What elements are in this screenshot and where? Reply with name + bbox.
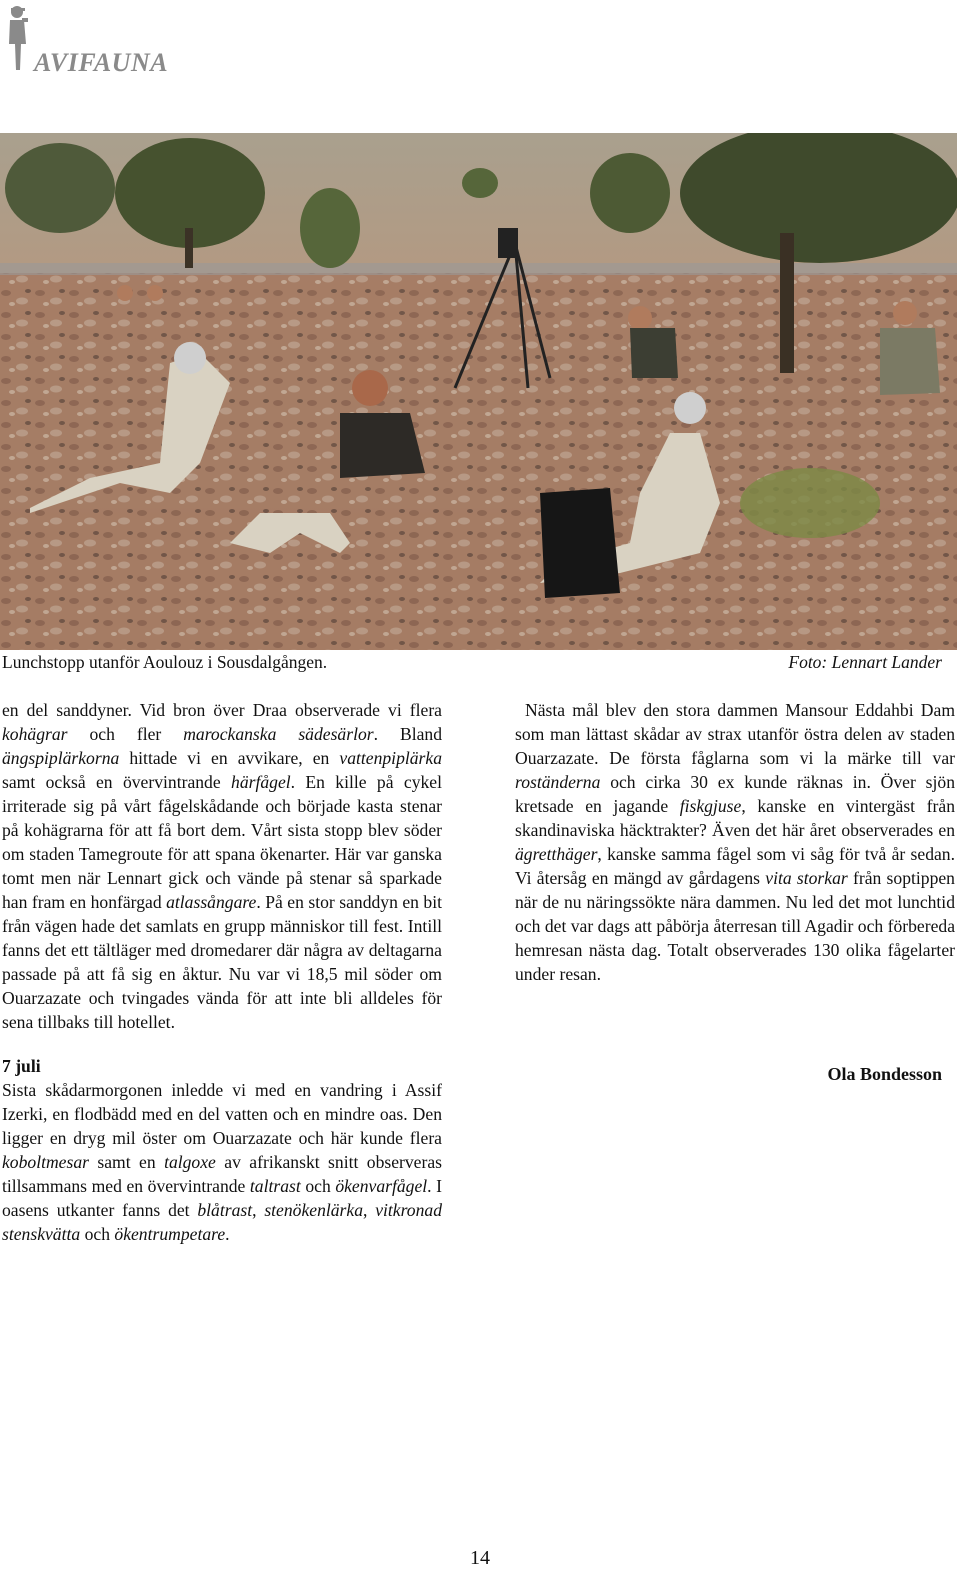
author-signature: Ola Bondesson	[827, 1064, 942, 1084]
species-name: atlassångare	[166, 892, 257, 912]
section-heading-7-juli: 7 juli	[2, 1056, 41, 1076]
text-run: samt en	[88, 1152, 165, 1172]
avifauna-logo	[4, 4, 204, 76]
text-run: och cirka 30 ex kunde räknas in. Över sjön kretsade en jagande	[515, 772, 955, 816]
page-number: 14	[470, 1547, 490, 1569]
lunch-stop-photo	[0, 133, 957, 650]
photo-credit: Foto: Lennart Lander	[788, 652, 942, 672]
text-run: samt också en övervintrande	[2, 772, 232, 792]
text-run: och	[80, 1224, 115, 1244]
text-run: Sista skådarmorgonen inledde vi med en vandring i Assif Izerki, en flodbädd med en del vatten och en mindre oas. Den ligger en dryg mil öster om Ouarzazate och här kunde flera	[2, 1080, 442, 1148]
text-run: .	[225, 1224, 230, 1244]
text-run: ,	[252, 1200, 265, 1220]
text-run: Nästa mål blev den stora dammen Mansour Eddahbi Dam som man lättast skådar av strax utanför östra delen av staden Ouarzazate. De första fåglarna som vi la märke till var	[515, 700, 955, 768]
species-name: ökenvarfågel	[335, 1176, 428, 1196]
left-column	[2, 698, 442, 1246]
species-name: talgoxe	[164, 1152, 216, 1172]
right-column	[515, 698, 955, 986]
text-run: av afrikanskt snitt observeras tillsammans med en övervintrande	[2, 1152, 442, 1196]
species-name: härfågel	[231, 772, 291, 792]
text-run: och fler	[67, 724, 184, 744]
text-run: och	[300, 1176, 336, 1196]
species-name: koboltmesar	[2, 1152, 89, 1172]
text-run: . Bland	[373, 724, 443, 744]
left-paragraph-1	[2, 698, 442, 1034]
text-run: , kanske samma fågel som vi såg för två år sedan. Vi återsåg en mängd av gårdagens	[515, 844, 955, 888]
species-name: roständerna	[515, 772, 601, 792]
species-name: fiskgjuse	[679, 796, 742, 816]
right-paragraph-1	[515, 698, 955, 986]
species-name: vattenpiplärka	[339, 748, 442, 768]
species-name: stenökenlärka	[264, 1200, 364, 1220]
species-name: marockanska sädesärlor	[183, 724, 374, 744]
species-name: ängspiplärkorna	[2, 748, 120, 768]
text-run: från soptippen när de nu näringssökte nära dammen. Nu led det mot lunchtid och det var dags att påbörja återresan till Agadir och förbereda hemresan nästa dag. Totalt observerades 130 olika fågelarter under resan.	[515, 868, 955, 984]
species-name: taltrast	[249, 1176, 301, 1196]
text-run: hittade vi en avvikare, en	[119, 748, 340, 768]
species-name: blåtrast	[197, 1200, 253, 1220]
text-run: ,	[363, 1200, 376, 1220]
photo-caption: Lunchstopp utanför Aoulouz i Sousdalgången.	[2, 652, 328, 672]
text-run: . I oasens utkanter fanns det	[2, 1176, 443, 1220]
species-name: ägretthäger	[515, 844, 598, 864]
species-name: kohägrar	[2, 724, 68, 744]
text-run: . På en stor sanddyn en bit från vägen hade det samlats en grupp människor till fest. Intill fanns det ett tältläger med dromedarer där några av deltagarna passade på att få sig en åktur. Nu var vi 18,5 mil söder om Ouarzazate och tvingades vända för att inte bli alldeles för sena tillbaks till hotellet.	[2, 892, 442, 1032]
logo-text: AVIFAUNA	[34, 48, 169, 77]
text-run: , kanske en vintergäst från skandinaviska häcktrakter? Även det här året observerades en	[515, 796, 955, 840]
species-name: vita storkar	[765, 868, 848, 888]
species-name: ökentrumpetare	[114, 1224, 226, 1244]
species-name: vitkronad stenskvätta	[2, 1200, 442, 1244]
text-run: . En kille på cykel irriterade sig på vårt fågelskådande och började kasta stenar på kohägrarna för att få bort dem. Vårt sista stopp blev söder om staden Tamegroute för att spana ökenarter. Här var ganska tomt men när Lennart gick och vände på stenar så sparkade han fram en honfärgad	[2, 772, 442, 912]
text-run: en del sanddyner. Vid bron över Draa observerade vi flera	[2, 700, 442, 720]
left-paragraph-2	[2, 1078, 442, 1246]
birdwatcher-icon	[4, 4, 32, 74]
